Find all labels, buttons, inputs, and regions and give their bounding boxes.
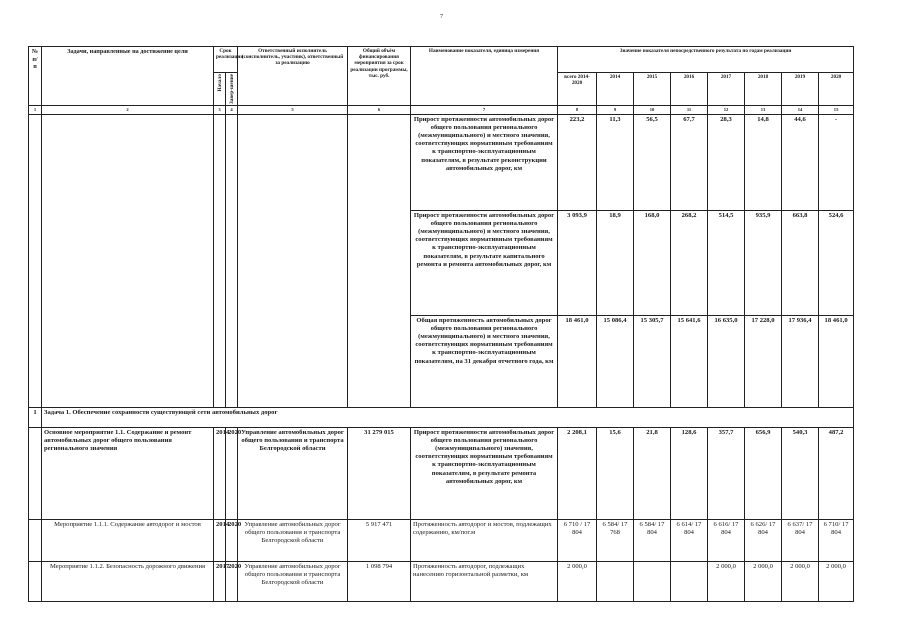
value-cell: 663,8: [782, 210, 819, 315]
col-number: 9: [597, 106, 634, 115]
value-cell: 357,7: [708, 427, 745, 519]
col-number: 1: [29, 106, 42, 115]
value-cell: 3 093,9: [558, 210, 597, 315]
empty-cell: [238, 114, 348, 407]
value-cell: 14,8: [745, 114, 782, 210]
header-year: 2018: [745, 73, 782, 106]
value-cell: 2 000,0: [558, 561, 597, 601]
task-row: [29, 407, 854, 427]
value-cell: 540,3: [782, 427, 819, 519]
header-year: 2020: [819, 73, 854, 106]
value-cell: 16 635,0: [708, 315, 745, 407]
header-year: 2016: [671, 73, 708, 106]
value-cell: 15 641,6: [671, 315, 708, 407]
empty-cell: [214, 114, 226, 407]
header-term: Срок реализации: [214, 47, 238, 73]
value-cell: 935,9: [745, 210, 782, 315]
col-number: 3: [214, 106, 226, 115]
header-year: 2015: [634, 73, 671, 106]
value-cell: 17 228,0: [745, 315, 782, 407]
header-term-end-text: Завер-шение: [228, 74, 235, 105]
indicator-cell: Протяженность автодорог, подлежащих нанесению горизонтальной разметки, км: [411, 561, 558, 601]
header-year: 2017: [708, 73, 745, 106]
value-cell: 6 584/ 17 804: [634, 519, 671, 561]
value-cell: 21,8: [634, 427, 671, 519]
value-cell: 128,6: [671, 427, 708, 519]
measure-start: 2014: [214, 427, 226, 519]
value-cell: 2 208,1: [558, 427, 597, 519]
table-row: [29, 561, 854, 601]
indicator-cell: Протяженность автодорог и мостов, подлежащих содержанию, км/пог.м: [411, 519, 558, 561]
col-number: 11: [671, 106, 708, 115]
value-cell: 2 000,0: [819, 561, 854, 601]
col-number: 5: [238, 106, 348, 115]
empty-cell: [29, 114, 42, 407]
indicator-cell: Прирост протяженности автомобильных дорог общего пользования регионального (межмуниципального) и местного значения, соответствующих нормативным требованиям к транспортно-эксплуатационным показателям, в результате реконструкции автомобильных дорог, км: [411, 114, 558, 210]
column-numbers-row: [29, 106, 854, 115]
value-cell: 18,9: [597, 210, 634, 315]
value-cell: 656,9: [745, 427, 782, 519]
program-table: [28, 46, 854, 602]
measure-executor: Управление автомобильных дорог общего пользования и транспорта Белгородской области: [238, 561, 348, 601]
header-executor: Ответственный исполнитель (соисполнитель, участник), ответственный за реализацию: [238, 47, 348, 106]
empty-cell: [348, 114, 411, 407]
col-number: 2: [42, 106, 214, 115]
header-year: 2014: [597, 73, 634, 106]
value-cell: 6 614/ 17 804: [671, 519, 708, 561]
header-term-end: [226, 73, 238, 106]
value-cell: [671, 561, 708, 601]
value-cell: 15 086,4: [597, 315, 634, 407]
value-cell: 6 710 / 17 804: [558, 519, 597, 561]
header-values-title: Значение показателя непосредственного результата по годам реализации: [558, 47, 854, 73]
header-total: всего 2014-2020: [558, 73, 597, 106]
value-cell: 15,6: [597, 427, 634, 519]
value-cell: 6 710/ 17 804: [819, 519, 854, 561]
measure-start: 2014: [214, 519, 226, 561]
value-cell: 18 461,0: [558, 315, 597, 407]
value-cell: 2 000,0: [745, 561, 782, 601]
value-cell: 17 936,4: [782, 315, 819, 407]
value-cell: 514,5: [708, 210, 745, 315]
measure-end: 2020: [226, 519, 238, 561]
col-number: 14: [782, 106, 819, 115]
empty-cell: [29, 561, 42, 601]
value-cell: 223,2: [558, 114, 597, 210]
header-tasks: Задачи, направленные на достижение цели: [42, 47, 214, 106]
table-row: [29, 427, 854, 519]
table-row: [29, 519, 854, 561]
value-cell: 28,3: [708, 114, 745, 210]
header-funding: Общий объём финансирования мероприятия за срок реализации программы, тыс. руб.: [348, 47, 411, 106]
measure-executor: Управление автомобильных дорог общего пользования и транспорта Белгородской области: [238, 427, 348, 519]
value-cell: 44,6: [782, 114, 819, 210]
value-cell: [597, 561, 634, 601]
measure-executor: Управление автомобильных дорог общего пользования и транспорта Белгородской области: [238, 519, 348, 561]
indicator-cell: Общая протяженность автомобильных дорог общего пользования регионального (межмуниципального) и местного значения, соответствующих нормативным требованиям к транспортно-эксплуатационным показателям, на 31 декабря отчетного года, км: [411, 315, 558, 407]
measure-funding: 31 279 015: [348, 427, 411, 519]
value-cell: 2 000,0: [782, 561, 819, 601]
table-row: [29, 114, 854, 210]
value-cell: 6 637/ 17 804: [782, 519, 819, 561]
value-cell: 56,5: [634, 114, 671, 210]
empty-cell: [42, 114, 214, 407]
value-cell: 2 000,0: [708, 561, 745, 601]
empty-cell: [226, 114, 238, 407]
measure-funding: 5 917 471: [348, 519, 411, 561]
value-cell: 15 305,7: [634, 315, 671, 407]
col-number: 4: [226, 106, 238, 115]
value-cell: 67,7: [671, 114, 708, 210]
value-cell: 18 461,0: [819, 315, 854, 407]
measure-start: 2017: [214, 561, 226, 601]
value-cell: 6 616/ 17 804: [708, 519, 745, 561]
col-number: 15: [819, 106, 854, 115]
value-cell: [634, 561, 671, 601]
col-number: 10: [634, 106, 671, 115]
empty-cell: [29, 427, 42, 519]
page-number: 7: [440, 14, 443, 20]
measure-name: Основное мероприятие 1.1. Содержание и ремонт автомобильных дорог общего пользования регионального значения: [42, 427, 214, 519]
value-cell: 6 584/ 17 768: [597, 519, 634, 561]
header-year: 2019: [782, 73, 819, 106]
col-number: 6: [348, 106, 411, 115]
header-num: № п/п: [29, 47, 42, 106]
value-cell: 6 626/ 17 804: [745, 519, 782, 561]
task-title: Задача 1. Обеспечение сохранности существующей сети автомобильных дорог: [42, 407, 854, 427]
col-number: 8: [558, 106, 597, 115]
measure-end: 2020: [226, 427, 238, 519]
indicator-cell: Прирост протяженности автомобильных дорог общего пользования регионального (межмуниципального) значения, соответствующих нормативным требованиям к транспортно-эксплуатационным показателям, в результате ремонта автомобильных дорог, км: [411, 427, 558, 519]
header-term-start-text: Начало: [216, 74, 223, 92]
value-cell: 11,3: [597, 114, 634, 210]
col-number: 12: [708, 106, 745, 115]
col-number: 7: [411, 106, 558, 115]
col-number: 13: [745, 106, 782, 115]
value-cell: 524,6: [819, 210, 854, 315]
header-indicator: Наименование показателя, единица измерения: [411, 47, 558, 106]
measure-name: Мероприятие 1.1.1. Содержание автодорог и мостов: [42, 519, 214, 561]
measure-name: Мероприятие 1.1.2. Безопасность дорожного движения: [42, 561, 214, 601]
value-cell: -: [819, 114, 854, 210]
value-cell: 268,2: [671, 210, 708, 315]
task-number: 1: [29, 407, 42, 427]
value-cell: 487,2: [819, 427, 854, 519]
header-term-start: [214, 73, 226, 106]
measure-funding: 1 098 794: [348, 561, 411, 601]
measure-end: 2020: [226, 561, 238, 601]
indicator-cell: Прирост протяженности автомобильных дорог общего пользования регионального (межмуниципального) и местного значения, соответствующих нормативным требованиям к транспортно-эксплуатационным показателям, в результате капитального ремонта и ремонта автомобильных дорог, км: [411, 210, 558, 315]
empty-cell: [29, 519, 42, 561]
value-cell: 168,0: [634, 210, 671, 315]
